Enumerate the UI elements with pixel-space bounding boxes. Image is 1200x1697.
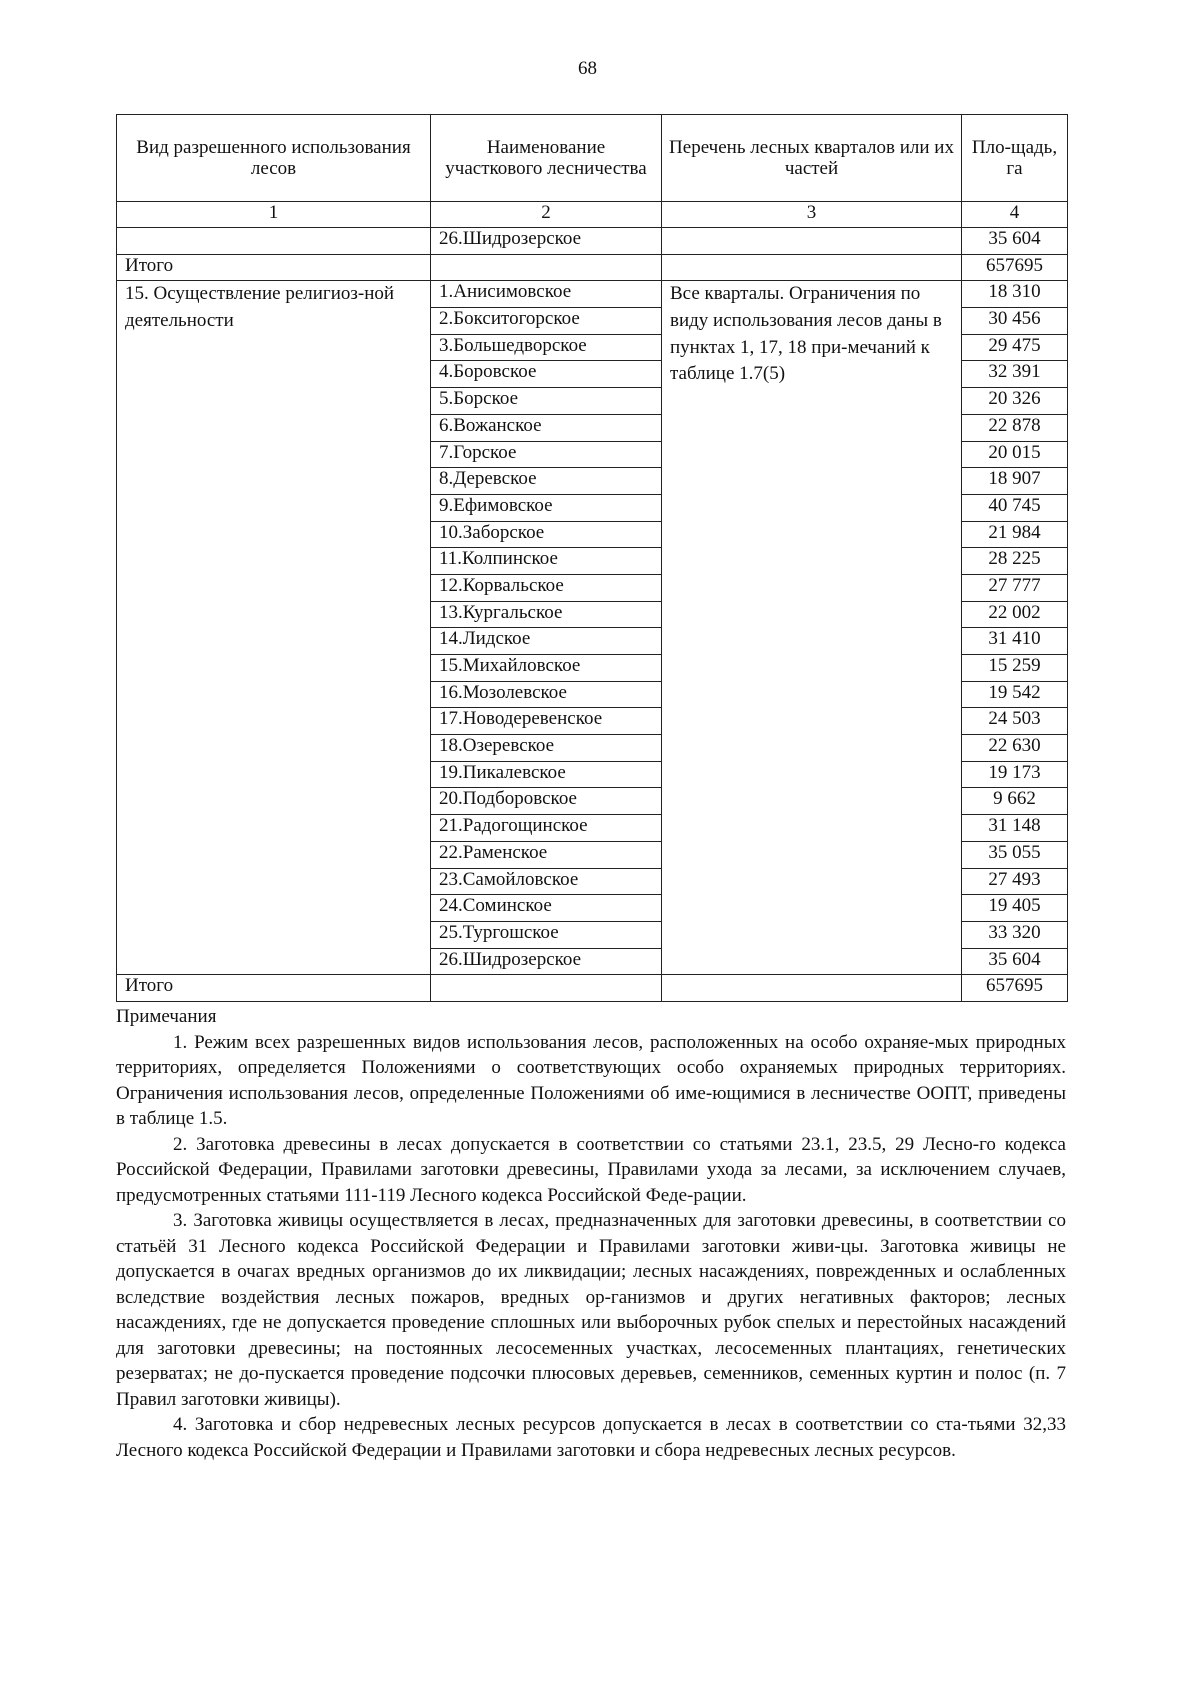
page-number: 68 xyxy=(578,58,597,79)
area-value: 18 907 xyxy=(962,468,1068,495)
area-value: 21 984 xyxy=(962,521,1068,548)
note-paragraph: 4. Заготовка и сбор недревесных лесных ресурсов допускается в лесах в соответствии со ста-тьями 32,33 Лесного кодекса Российской Федерации и Правилами заготовки и сбора недревесных лесных ресурсов. xyxy=(116,1414,1066,1461)
forest-use-table xyxy=(116,114,1068,1002)
area-value: 35 604 xyxy=(962,948,1068,975)
forestry-name: 26.Шидрозерское xyxy=(431,948,662,975)
area-value: 19 405 xyxy=(962,895,1068,922)
area-value: 19 542 xyxy=(962,681,1068,708)
area-value: 22 878 xyxy=(962,414,1068,441)
area-value: 35 604 xyxy=(962,228,1068,255)
column-number-row xyxy=(117,202,1068,228)
total-label: Итого xyxy=(117,254,431,281)
forestry-name: 9.Ефимовское xyxy=(431,494,662,521)
area-value: 9 662 xyxy=(962,788,1068,815)
empty-cell xyxy=(662,254,962,281)
empty-cell xyxy=(431,975,662,1002)
forestry-name: 21.Радогощинское xyxy=(431,815,662,842)
area-value: 31 410 xyxy=(962,628,1068,655)
forestry-name: 10.Заборское xyxy=(431,521,662,548)
forestry-name: 6.Вожанское xyxy=(431,414,662,441)
header-use-type: Вид разрешенного использования лесов xyxy=(117,115,431,202)
area-value: 20 015 xyxy=(962,441,1068,468)
forestry-name: 7.Горское xyxy=(431,441,662,468)
forestry-name: 5.Борское xyxy=(431,388,662,415)
forestry-name: 19.Пикалевское xyxy=(431,761,662,788)
forestry-name: 11.Колпинское xyxy=(431,548,662,575)
column-number: 4 xyxy=(962,202,1068,228)
forestry-name: 13.Кургальское xyxy=(431,601,662,628)
area-value: 35 055 xyxy=(962,841,1068,868)
area-value: 18 310 xyxy=(962,281,1068,308)
area-value: 30 456 xyxy=(962,308,1068,335)
forestry-name: 17.Новодеревенское xyxy=(431,708,662,735)
area-value: 19 173 xyxy=(962,761,1068,788)
area-value: 31 148 xyxy=(962,815,1068,842)
forestry-name: 12.Корвальское xyxy=(431,574,662,601)
forestry-name: 26.Шидрозерское xyxy=(431,228,662,255)
area-value: 15 259 xyxy=(962,655,1068,682)
carry-over-row xyxy=(117,228,1068,255)
notes-title: Примечания xyxy=(116,1006,217,1027)
forestry-name: 20.Подборовское xyxy=(431,788,662,815)
forestry-name: 23.Самойловское xyxy=(431,868,662,895)
forestry-name: 16.Мозолевское xyxy=(431,681,662,708)
total-value: 657695 xyxy=(962,975,1068,1002)
area-value: 29 475 xyxy=(962,334,1068,361)
quarters-cell: Все кварталы. Ограничения по виду использования лесов даны в пунктах 1, 17, 18 при-мечаний к таблице 1.7(5) xyxy=(662,281,962,975)
total-row xyxy=(117,254,1068,281)
column-number: 1 xyxy=(117,202,431,228)
total-value: 657695 xyxy=(962,254,1068,281)
note-paragraph: 2. Заготовка древесины в лесах допускается в соответствии со статьями 23.1, 23.5, 29 Лесно-го кодекса Российской Федерации, Правилами заготовки древесины, Правилами ухода за лесами, за исключением случаев, предусмотренных статьями 111-119 Лесного кодекса Российской Феде-рации. xyxy=(116,1133,1066,1206)
area-value: 32 391 xyxy=(962,361,1068,388)
forestry-name: 22.Раменское xyxy=(431,841,662,868)
forestry-name: 3.Большедворское xyxy=(431,334,662,361)
empty-cell xyxy=(117,228,431,255)
forestry-name: 15.Михайловское xyxy=(431,655,662,682)
area-value: 28 225 xyxy=(962,548,1068,575)
forestry-name: 18.Озеревское xyxy=(431,735,662,762)
forestry-name: 2.Бокситогорское xyxy=(431,308,662,335)
note-paragraph: 1. Режим всех разрешенных видов использования лесов, расположенных на особо охраняе-мых природных территориях, определяется Положениями о соответствующих особо охраняемых природных территориях. Ограничения использования лесов, определенные Положениями об име-ющимися в лесничестве ООПТ, приведены в таблице 1.5. xyxy=(116,1031,1066,1129)
area-value: 22 630 xyxy=(962,735,1068,762)
forestry-name: 14.Лидское xyxy=(431,628,662,655)
forestry-name: 25.Тургошское xyxy=(431,921,662,948)
header-area: Пло-щадь, га xyxy=(962,115,1068,202)
header-forestry-name: Наименование участкового лесничества xyxy=(431,115,662,202)
header-quarters-list: Перечень лесных кварталов или их частей xyxy=(662,115,962,202)
notes-section xyxy=(116,1004,1066,1463)
empty-cell xyxy=(431,254,662,281)
column-number: 3 xyxy=(662,202,962,228)
area-value: 20 326 xyxy=(962,388,1068,415)
column-number: 2 xyxy=(431,202,662,228)
empty-cell xyxy=(662,975,962,1002)
total-row xyxy=(117,975,1068,1002)
table-header-row xyxy=(117,115,1068,202)
area-value: 33 320 xyxy=(962,921,1068,948)
area-value: 40 745 xyxy=(962,494,1068,521)
empty-cell xyxy=(662,228,962,255)
area-value: 22 002 xyxy=(962,601,1068,628)
use-type-cell: 15. Осуществление религиоз-ной деятельности xyxy=(117,281,431,975)
forestry-name: 1.Анисимовское xyxy=(431,281,662,308)
area-value: 27 493 xyxy=(962,868,1068,895)
table-row xyxy=(117,281,1068,308)
area-value: 27 777 xyxy=(962,574,1068,601)
forestry-name: 4.Боровское xyxy=(431,361,662,388)
area-value: 24 503 xyxy=(962,708,1068,735)
note-paragraph: 3. Заготовка живицы осуществляется в лесах, предназначенных для заготовки древесины, в соответствии со статьёй 31 Лесного кодекса Российской Федерации и Правилами заготовки живи-цы. Заготовка живицы не допускается в очагах вредных организмов до их ликвидации; лесных насаждениях, поврежденных и ослабленных вследствие воздействия лесных пожаров, вредных ор-ганизмов и других негативных факторов; лесных насаждениях, где не допускается проведение сплошных или выборочных рубок спелых и перестойных насаждений для заготовки древесины; на постоянных лесосеменных участках, лесосеменных плантациях, генетических резерватах; не до-пускается проведение подсочки плюсовых деревьев, семенников, семенных куртин и полос (п. 7 Правил заготовки живицы). xyxy=(116,1210,1066,1410)
forestry-name: 8.Деревское xyxy=(431,468,662,495)
total-label: Итого xyxy=(117,975,431,1002)
forestry-name: 24.Соминское xyxy=(431,895,662,922)
